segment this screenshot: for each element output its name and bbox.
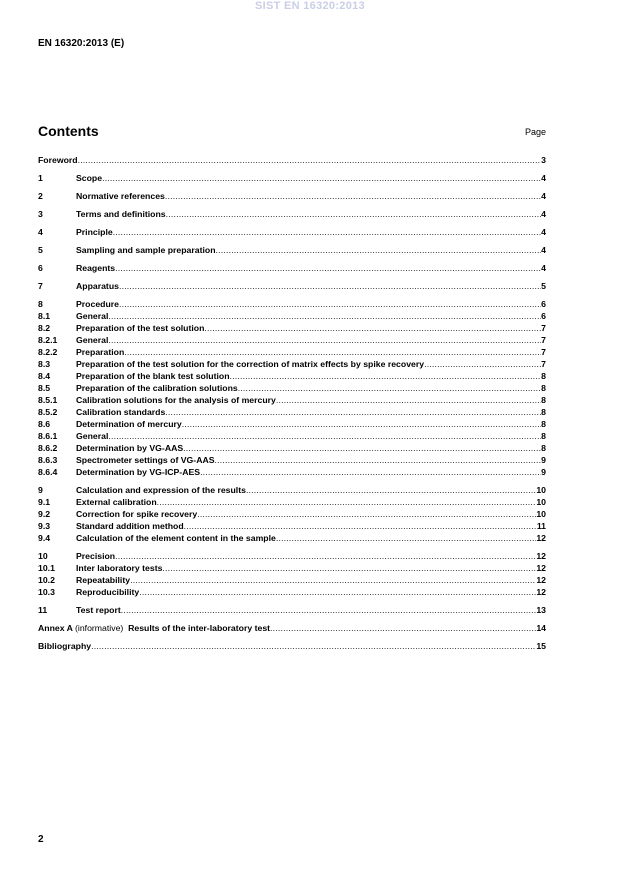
toc-entry-title: Scope [76,173,103,183]
toc-leader-dots [197,508,536,520]
toc-leader-dots [121,604,537,616]
toc-leader-dots [108,430,541,442]
toc-leader-dots [165,406,541,418]
toc-entry-title: General [76,335,109,345]
toc-leader-dots [115,550,536,562]
toc-leader-dots [119,298,541,310]
toc-entry-number: 7 [38,281,43,291]
toc-entry-page: 8 [541,395,546,405]
toc-entry-title: Determination by VG-AAS [76,443,184,453]
toc-entry[interactable] [38,586,546,598]
toc-entry-title: Correction for spike recovery [76,509,198,519]
toc-entry-number: 8.6 [38,419,51,429]
toc-entry-number: 8.6.4 [38,467,58,477]
toc-leader-dots [230,370,542,382]
toc-leader-dots [78,154,542,166]
toc-entry-number: 5 [38,245,43,255]
toc-entry-number: 9.3 [38,521,51,531]
toc-entry-title: Preparation of the test solution for the correction of matrix effects by spike recovery [76,359,425,369]
toc-entry[interactable] [38,640,546,652]
toc-entry[interactable] [38,244,546,256]
toc-entry-title: Procedure [76,299,119,309]
toc-entry-title: Apparatus [76,281,119,291]
toc-entry-page: 9 [541,467,546,477]
toc-entry-number: 10 [38,551,48,561]
toc-entry-title: Determination of mercury [76,419,182,429]
toc-entry-page: 12 [536,551,546,561]
toc-leader-dots [162,562,536,574]
toc-leader-dots [102,172,541,184]
toc-entry-title: Reagents [76,263,116,273]
toc-entry[interactable] [38,394,546,406]
toc-entry-title: General [76,311,109,321]
toc-entry[interactable] [38,454,546,466]
toc-entry[interactable] [38,154,546,166]
toc-entry-title: Normative references [76,191,165,201]
toc-entry[interactable] [38,562,546,574]
toc-leader-dots [182,418,541,430]
toc-entry-title: Bibliography [38,641,92,651]
toc-entry[interactable] [38,430,546,442]
toc-entry[interactable] [38,298,546,310]
toc-entry[interactable] [38,226,546,238]
toc-annex-qualifier: (informative) [75,623,124,633]
toc-entry-number: 8.3 [38,359,51,369]
toc-leader-dots [124,346,541,358]
toc-entry-number: 8.6.3 [38,455,58,465]
toc-leader-dots [91,640,536,652]
toc-entry-title: External calibration [76,497,157,507]
toc-entry-page: 11 [536,521,546,531]
toc-entry[interactable] [38,550,546,562]
toc-leader-dots [115,262,541,274]
toc-leader-dots [183,442,541,454]
toc-entry-number: 10.3 [38,587,55,597]
toc-entry-page: 10 [536,509,546,519]
toc-entry[interactable] [38,466,546,478]
toc-entry-number: 10.1 [38,563,55,573]
toc-entry-page: 14 [536,623,546,633]
toc-entry-number: 6 [38,263,43,273]
page-number: 2 [38,834,44,845]
toc-entry-page: 10 [536,497,546,507]
toc-entry-number: 8.2.2 [38,347,58,357]
toc-entry[interactable] [38,280,546,292]
toc-annex-title [38,622,270,634]
toc-entry[interactable] [38,370,546,382]
toc-entry-title: Preparation of the calibration solutions [76,383,238,393]
toc-leader-dots [204,322,541,334]
toc-entry-page: 7 [541,335,546,345]
toc-entry-page: 7 [541,347,546,357]
toc-entry-number: 8.6.2 [38,443,58,453]
toc-leader-dots [276,532,536,544]
table-of-contents [38,154,546,652]
toc-entry-title: Calculation and expression of the results [76,485,246,495]
toc-entry-page: 12 [536,563,546,573]
toc-leader-dots [119,280,541,292]
toc-entry-page: 5 [541,281,546,291]
toc-entry-page: 8 [541,383,546,393]
toc-entry-page: 8 [541,443,546,453]
toc-entry-page: 4 [541,173,546,183]
toc-entry[interactable] [38,442,546,454]
toc-entry-page: 13 [536,605,546,615]
toc-entry-title: Test report [76,605,121,615]
toc-entry[interactable] [38,172,546,184]
document-id: EN 16320:2013 (E) [38,38,125,49]
toc-entry[interactable] [38,418,546,430]
contents-title: Contents [38,123,99,139]
toc-entry-page: 8 [541,407,546,417]
toc-entry-title: General [76,431,109,441]
toc-entry[interactable] [38,484,546,496]
toc-entry-number: 8.2.1 [38,335,58,345]
toc-entry-page: 4 [541,209,546,219]
toc-leader-dots [246,484,536,496]
toc-entry[interactable] [38,532,546,544]
toc-entry-title: Repeatability [76,575,131,585]
toc-entry-title: Spectrometer settings of VG-AAS [76,455,215,465]
watermark: SIST EN 16320:2013 [255,0,365,12]
toc-entry[interactable] [38,262,546,274]
toc-leader-dots [216,244,542,256]
toc-entry-number: 1 [38,173,43,183]
toc-entry[interactable] [38,334,546,346]
toc-leader-dots [270,622,536,634]
toc-entry-number: 3 [38,209,43,219]
toc-entry[interactable] [38,208,546,220]
toc-entry-number: 9 [38,485,43,495]
toc-leader-dots [139,586,536,598]
toc-leader-dots [165,190,541,202]
toc-entry[interactable] [38,382,546,394]
toc-leader-dots [108,334,541,346]
toc-leader-dots [130,574,536,586]
toc-leader-dots [424,358,541,370]
toc-entry[interactable] [38,310,546,322]
toc-entry-number: 8.5.2 [38,407,58,417]
toc-entry[interactable] [38,622,546,634]
toc-leader-dots [166,208,542,220]
toc-entry-number: 8.6.1 [38,431,58,441]
toc-annex-name: Results of the inter-laboratory test [128,623,271,633]
toc-entry-title: Reproducibility [76,587,140,597]
toc-entry-number: 8.4 [38,371,51,381]
toc-entry-number: 11 [38,605,48,615]
toc-entry-number: 2 [38,191,43,201]
toc-entry-page: 8 [541,371,546,381]
toc-entry[interactable] [38,496,546,508]
toc-entry-title: Inter laboratory tests [76,563,163,573]
toc-entry-number: 8.1 [38,311,51,321]
toc-entry-title: Preparation [76,347,125,357]
toc-entry-title: Preparation of the test solution [76,323,205,333]
toc-entry-number: 9.1 [38,497,51,507]
toc-entry[interactable] [38,406,546,418]
toc-annex-label: Annex A [38,623,73,633]
toc-entry-title: Determination by VG-ICP-AES [76,467,201,477]
toc-entry[interactable] [38,358,546,370]
toc-entry-title: Precision [76,551,116,561]
toc-entry-page: 12 [536,533,546,543]
toc-entry[interactable] [38,346,546,358]
toc-entry-title: Calibration standards [76,407,166,417]
toc-entry-title: Terms and definitions [76,209,166,219]
toc-leader-dots [276,394,541,406]
toc-entry-title: Calculation of the element content in the sample [76,533,276,543]
toc-entry[interactable] [38,604,546,616]
toc-entry-page: 8 [541,431,546,441]
toc-entry-number: 8.5.1 [38,395,58,405]
toc-entry-page: 15 [536,641,546,651]
toc-entry-number: 4 [38,227,43,237]
toc-entry-page: 12 [536,587,546,597]
toc-entry-page: 10 [536,485,546,495]
toc-entry-page: 4 [541,245,546,255]
toc-leader-dots [215,454,542,466]
toc-entry-number: 9.4 [38,533,51,543]
toc-entry-page: 9 [541,455,546,465]
toc-entry-page: 6 [541,299,546,309]
toc-entry-page: 4 [541,227,546,237]
page-column-label: Page [524,127,546,137]
toc-entry-title: Foreword [38,155,78,165]
toc-entry-page: 4 [541,263,546,273]
toc-entry-page: 6 [541,311,546,321]
toc-leader-dots [200,466,541,478]
toc-entry[interactable] [38,508,546,520]
toc-leader-dots [238,382,541,394]
toc-entry-title: Standard addition method [76,521,184,531]
toc-entry-page: 7 [541,359,546,369]
toc-entry-number: 8.2 [38,323,51,333]
toc-entry-page: 4 [541,191,546,201]
toc-entry-number: 8 [38,299,43,309]
toc-entry-title: Sampling and sample preparation [76,245,216,255]
toc-entry-page: 12 [536,575,546,585]
toc-leader-dots [157,496,537,508]
toc-entry-number: 10.2 [38,575,55,585]
toc-entry-title: Calibration solutions for the analysis of mercury [76,395,276,405]
toc-entry-title: Preparation of the blank test solution [76,371,230,381]
toc-entry[interactable] [38,520,546,532]
toc-entry[interactable] [38,190,546,202]
toc-entry-page: 3 [541,155,546,165]
toc-entry-number: 8.5 [38,383,51,393]
toc-leader-dots [108,310,541,322]
toc-entry-page: 8 [541,419,546,429]
toc-leader-dots [184,520,537,532]
toc-leader-dots [113,226,541,238]
toc-entry[interactable] [38,322,546,334]
toc-entry[interactable] [38,574,546,586]
toc-entry-number: 9.2 [38,509,51,519]
toc-entry-title: Principle [76,227,113,237]
toc-entry-page: 7 [541,323,546,333]
